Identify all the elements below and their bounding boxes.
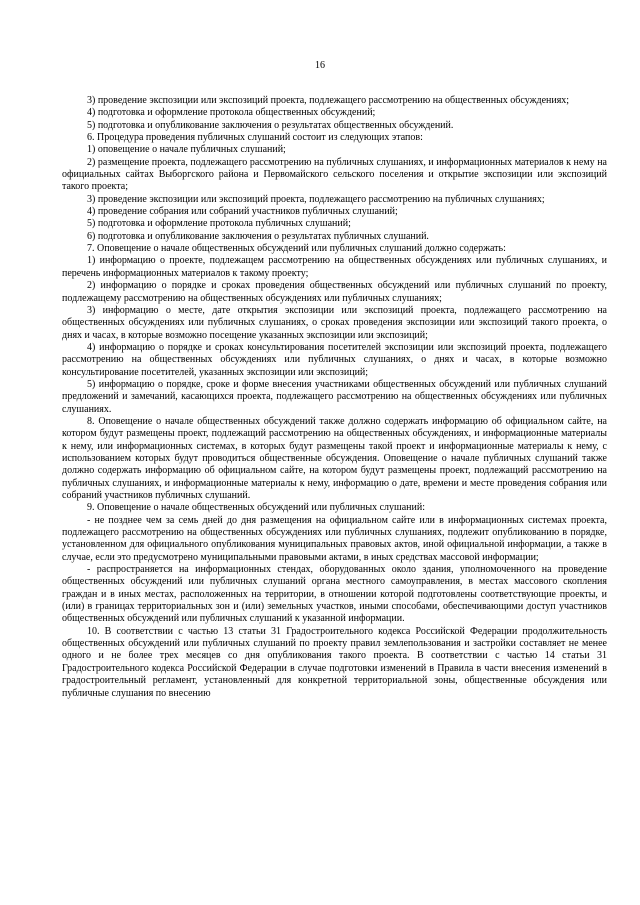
paragraph: 4) проведение собрания или собраний участников публичных слушаний; xyxy=(87,206,398,218)
paragraph: 1) информацию о проекте, подлежащем рассмотрению на общественных обсуждениях или публичных слушаниях, и перечень информационных материалов к такому проекту; xyxy=(62,255,607,279)
page-number: 16 xyxy=(315,60,325,71)
document-body xyxy=(62,95,607,700)
paragraph: 3) информацию о месте, дате открытия экспозиции или экспозиций проекта, подлежащего рассмотрению на общественных обсуждениях или публичных слушаниях, о сроках проведения экспозиции или экспозиций такого проекта, о днях и часах, в которые возможно посещение указанных экспозиции или экспозиций; xyxy=(62,304,607,341)
paragraph: 5) подготовка и опубликование заключения о результатах общественных обсуждений. xyxy=(87,119,454,131)
paragraph: 3) проведение экспозиции или экспозиций проекта, подлежащего рассмотрению на общественных обсуждениях; xyxy=(87,95,570,106)
paragraph: 2) информацию о порядке и сроках проведения общественных обсуждений или публичных слушаний по проекту, подлежащему рассмотрению на общественных обсуждениях или публичных слушаниях; xyxy=(62,280,607,304)
paragraph: - распространяется на информационных стендах, оборудованных около здания, уполномоченного на проведение общественных обсуждений или публичных слушаний органа местного самоуправления, в местах массового скопления граждан и в иных местах, расположенных на территории, в отношении которой подготовлены соответствующие проекты, и (или) в границах территориальных зон и (или) земельных участков, иными способами, обеспечивающими доступ участников общественных обсуждений или публичных слушаний к указанной информации. xyxy=(62,564,607,625)
paragraph: 5) информацию о порядке, сроке и форме внесения участниками общественных обсуждений или публичных слушаний предложений и замечаний, касающихся проекта, подлежащего рассмотрению на общественных обсуждениях или публичных слушаниях. xyxy=(62,378,607,415)
paragraph: 2) размещение проекта, подлежащего рассмотрению на публичных слушаниях, и информационных материалов к нему на официальных сайтах Выборгского района и Первомайского сельского поселения и открытие экспозиции или экспозиций такого проекта; xyxy=(62,156,607,193)
paragraph: 1) оповещение о начале публичных слушаний; xyxy=(87,144,286,156)
paragraph: 4) информацию о порядке и сроках консультирования посетителей экспозиции или экспозиций проекта, подлежащего рассмотрению на общественных обсуждениях или публичных слушаниях, о днях и часах, в которые возможно консультирование посетителей, указанных экспозиции или экспозиций; xyxy=(62,341,607,378)
paragraph: 7. Оповещение о начале общественных обсуждений или публичных слушаний должно содержать: xyxy=(87,243,506,255)
paragraph: 8. Оповещение о начале общественных обсуждений также должно содержать информацию об официальном сайте, на котором будут размещены проект, подлежащий рассмотрению на общественных обсуждениях, и информационные материалы к нему, или информационных системах, в которых будут размещены такой проект и информационные материалы к нему, с использованием которых будут проводиться общественные обсуждения. Оповещение о начале публичных слушаний также должно содержать информацию об официальном сайте, на котором будут размещены проект, подлежащий рассмотрению на публичных слушаниях, и информационные материалы к нему, информацию о дате, времени и месте проведения собрания или собраний участников публичных слушаний. xyxy=(62,415,607,501)
paragraph: 10. В соответствии с частью 13 статьи 31 Градостроительного кодекса Российской Федерации продолжительность общественных обсуждений или публичных слушаний по проекту правил землепользования и застройки составляет не менее одного и не более трех месяцев со дня опубликования такого проекта. В соответствии с частью 14 статьи 31 Градостроительного кодекса Российской Федерации в случае подготовки изменений в Правила в части внесения изменений в градостроительный регламент, установленный для конкретной территориальной зоны, общественные обсуждения или публичные слушания по внесению xyxy=(62,625,607,699)
paragraph: 4) подготовка и оформление протокола общественных обсуждений; xyxy=(87,107,376,119)
paragraph: 9. Оповещение о начале общественных обсуждений или публичных слушаний: xyxy=(87,502,425,514)
paragraph: 6) подготовка и опубликование заключения о результатах публичных слушаний. xyxy=(87,230,429,242)
paragraph: 5) подготовка и оформление протокола публичных слушаний; xyxy=(87,218,351,230)
paragraph: 3) проведение экспозиции или экспозиций проекта, подлежащего рассмотрению на публичных слушаниях; xyxy=(87,193,545,205)
paragraph: - не позднее чем за семь дней до дня размещения на официальном сайте или в информационных системах проекта, подлежащего рассмотрению на общественных обсуждениях или публичных слушаниях, подлежит опубликованию в порядке, установленном для официального опубликования муниципальных правовых актов, иной официальной информации, а также в случае, если это предусмотрено муниципальными правовыми актами, в иных средствах массовой информации; xyxy=(62,514,607,563)
paragraph: 6. Процедура проведения публичных слушаний состоит из следующих этапов: xyxy=(87,132,423,144)
